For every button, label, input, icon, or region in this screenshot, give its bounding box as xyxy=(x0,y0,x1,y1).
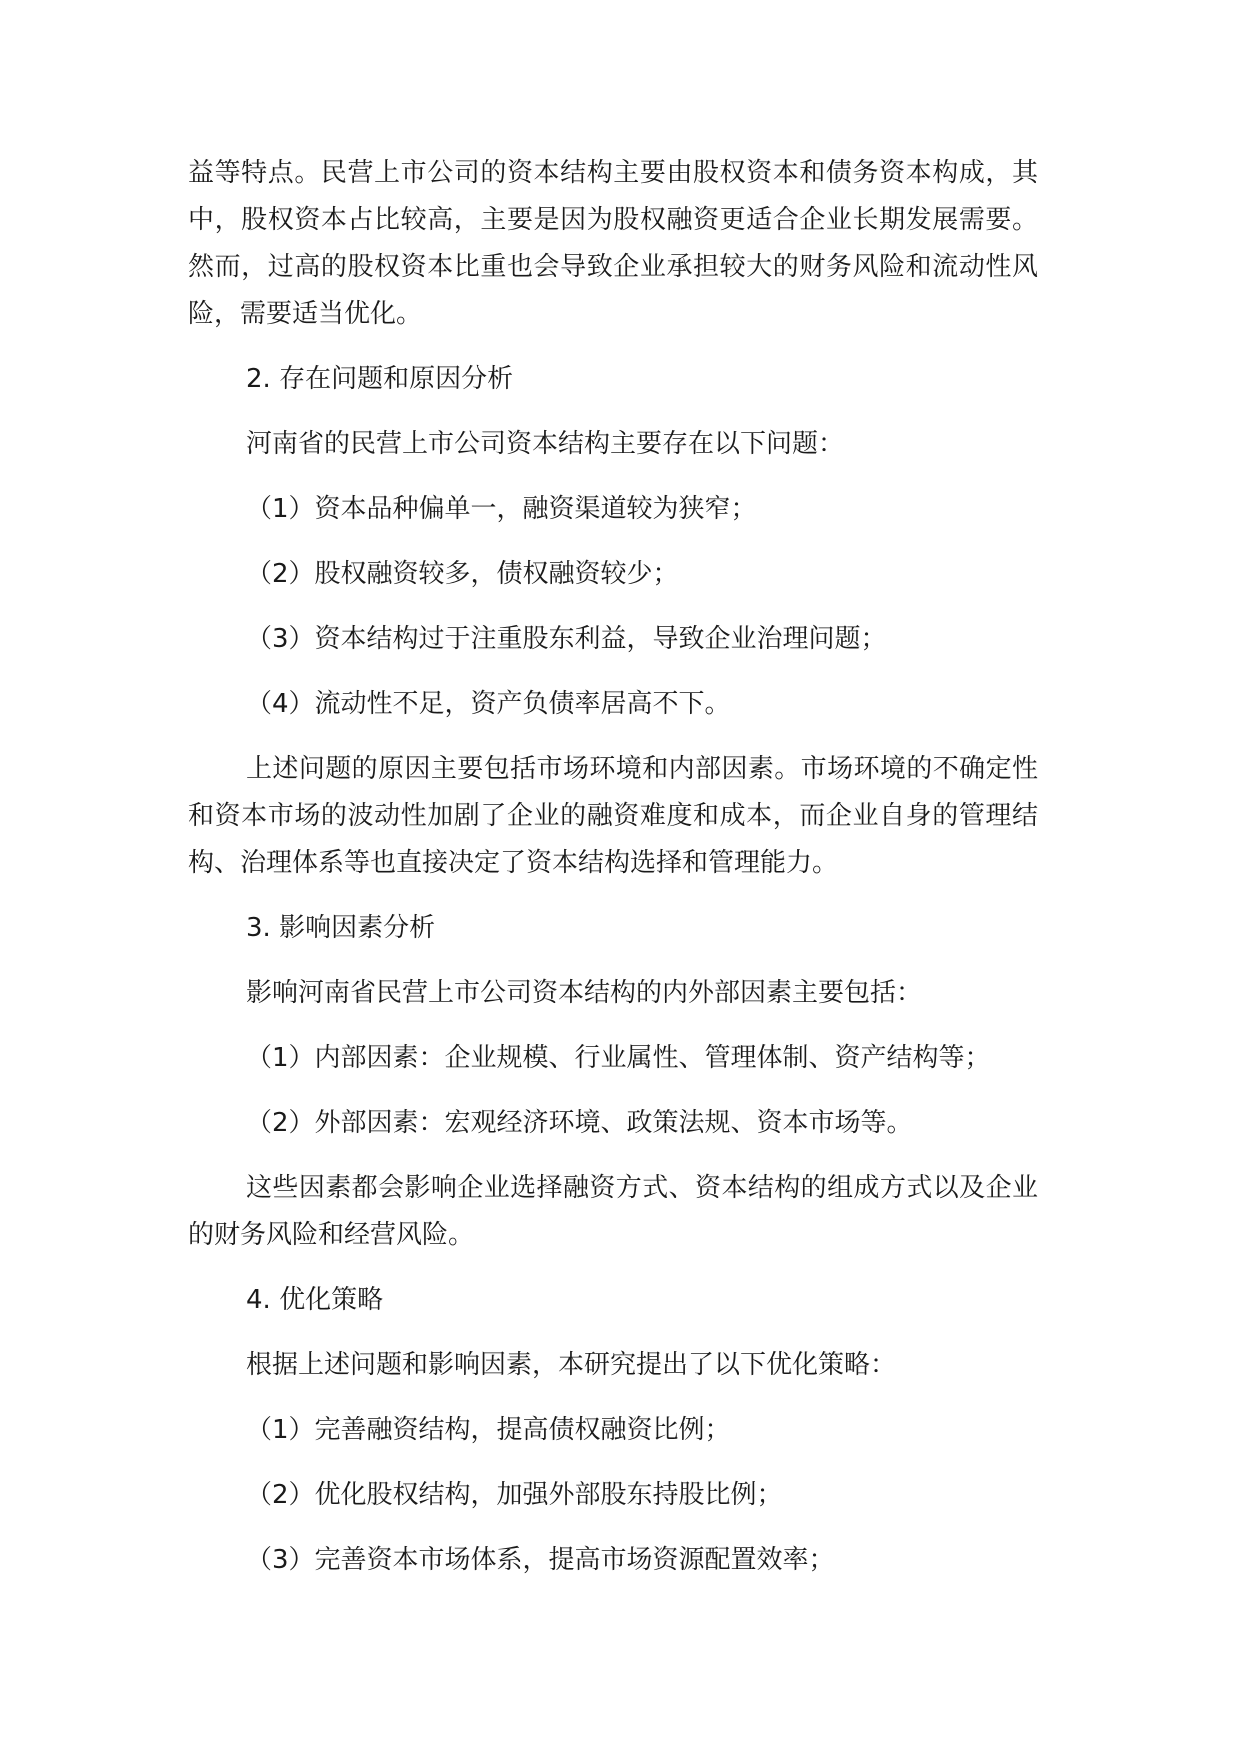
document-page xyxy=(188,150,1038,1602)
section-heading-strategies: 4. 优化策略 xyxy=(246,1285,384,1315)
list-item: （3）资本结构过于注重股东利益，导致企业治理问题； xyxy=(246,624,887,654)
list-item: （1）完善融资结构，提高债权融资比例； xyxy=(246,1415,731,1445)
paragraph-factors-summary: 这些因素都会影响企业选择融资方式、资本结构的组成方式以及企业的财务风险和经营风险。 xyxy=(188,1173,1038,1250)
paragraph-strategies-intro: 根据上述问题和影响因素，本研究提出了以下优化策略： xyxy=(246,1350,897,1380)
paragraph-causes: 上述问题的原因主要包括市场环境和内部因素。市场环境的不确定性和资本市场的波动性加剧了企业的融资难度和成本，而企业自身的管理结构、治理体系等也直接决定了资本结构选择和管理能力。 xyxy=(188,754,1038,878)
list-item: （2）股权融资较多，债权融资较少； xyxy=(246,559,679,589)
paragraph-problems-intro: 河南省的民营上市公司资本结构主要存在以下问题： xyxy=(246,429,845,459)
paragraph-factors-intro: 影响河南省民营上市公司资本结构的内外部因素主要包括： xyxy=(246,978,923,1008)
section-heading-factors: 3. 影响因素分析 xyxy=(246,913,436,943)
section-heading-problems: 2. 存在问题和原因分析 xyxy=(246,364,514,394)
list-item: （3）完善资本市场体系，提高市场资源配置效率； xyxy=(246,1545,835,1575)
list-item: （2）外部因素：宏观经济环境、政策法规、资本市场等。 xyxy=(246,1108,913,1138)
list-item: （2）优化股权结构，加强外部股东持股比例； xyxy=(246,1480,783,1510)
list-item: （1）资本品种偏单一，融资渠道较为狭窄； xyxy=(246,494,757,524)
list-item: （4）流动性不足，资产负债率居高不下。 xyxy=(246,689,731,719)
list-item: （1）内部因素：企业规模、行业属性、管理体制、资产结构等； xyxy=(246,1043,991,1073)
paragraph-continuation: 益等特点。民营上市公司的资本结构主要由股权资本和债务资本构成，其中，股权资本占比较高，主要是因为股权融资更适合企业长期发展需要。然而，过高的股权资本比重也会导致企业承担较大的财务风险和流动性风险，需要适当优化。 xyxy=(188,158,1038,329)
